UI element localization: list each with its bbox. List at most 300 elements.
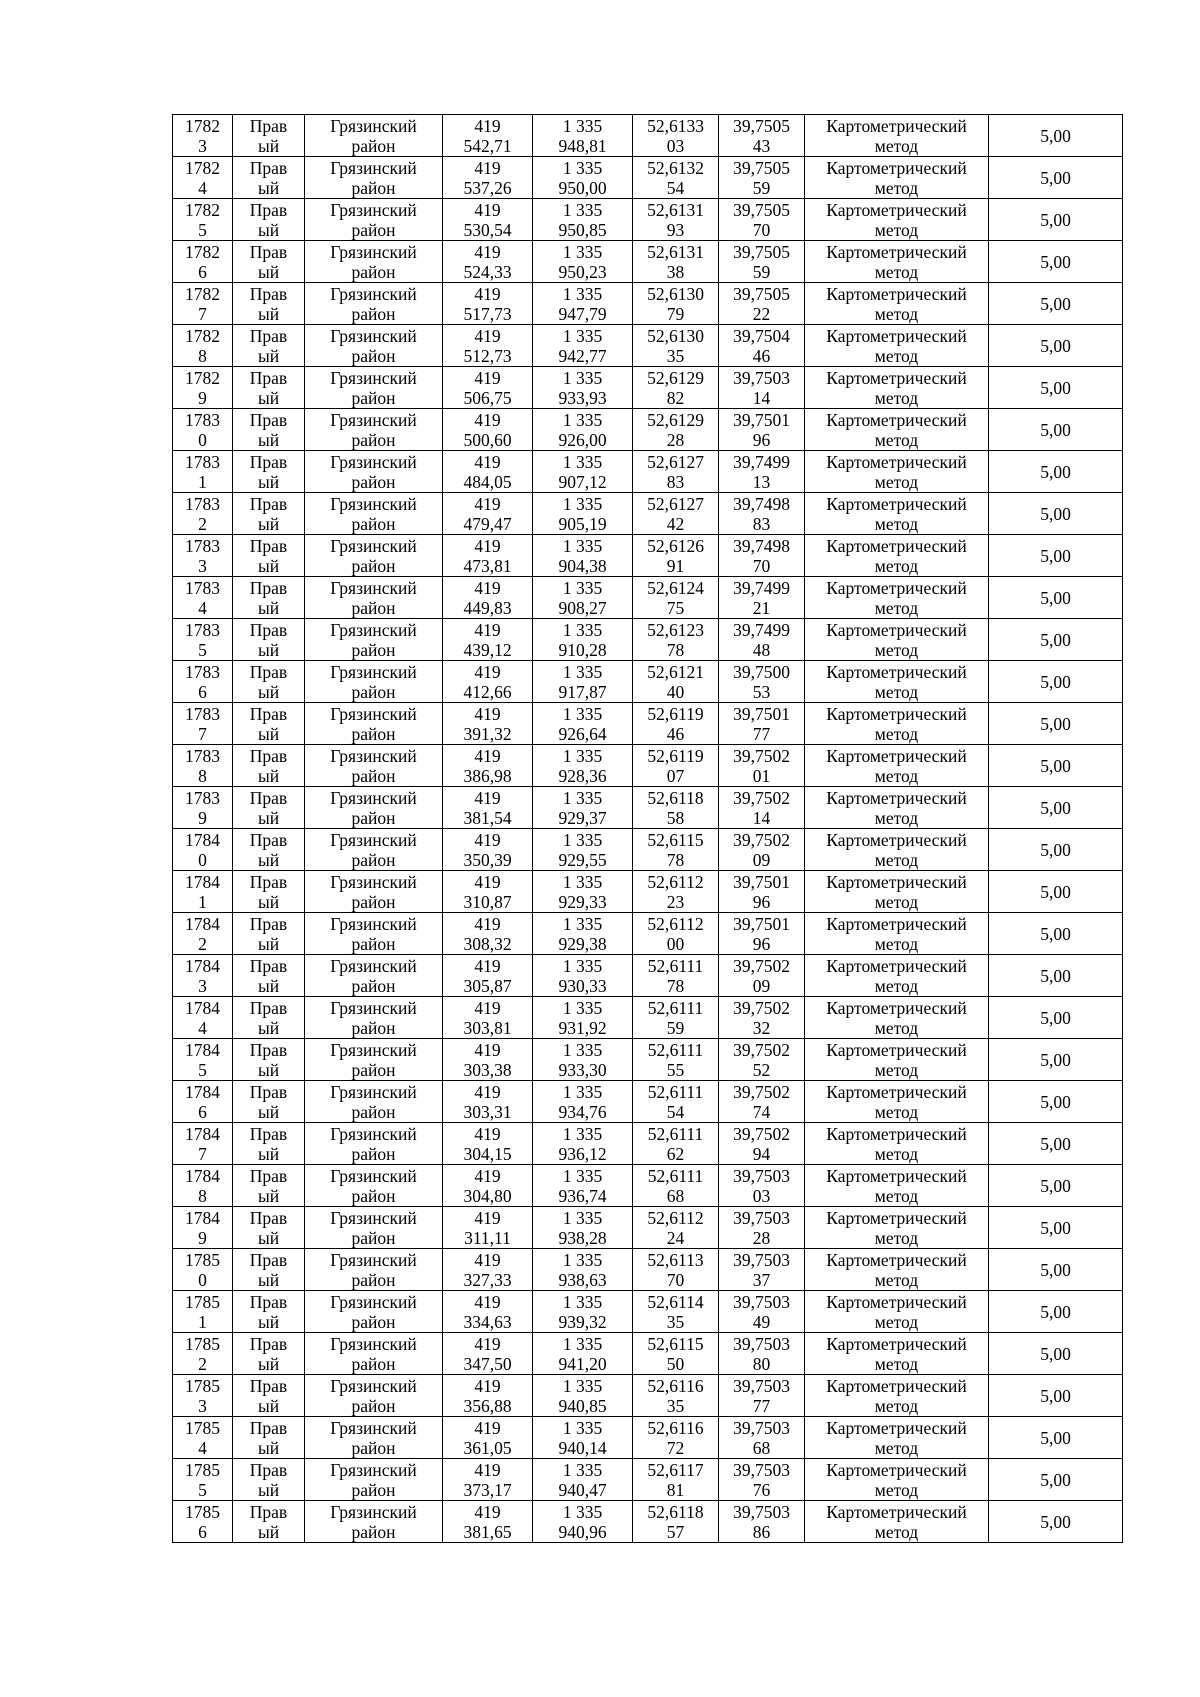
point-number-cell <box>173 241 233 283</box>
point-number-cell-line: 1784 <box>185 1207 220 1228</box>
side-cell-line: Прав <box>249 1081 288 1102</box>
point-number-cell-line: 9 <box>198 807 207 828</box>
y-coordinate-cell <box>533 1291 633 1333</box>
table-row <box>173 535 1123 577</box>
side-cell-line: Прав <box>249 451 288 472</box>
district-cell-line: район <box>351 1227 396 1248</box>
accuracy-cell: 5,00 <box>989 283 1123 325</box>
x-coordinate-cell-line: 419 <box>474 619 501 640</box>
longitude-cell-line: 39,7501 <box>733 703 790 724</box>
x-coordinate-cell <box>443 871 533 913</box>
side-cell-line: Прав <box>249 871 288 892</box>
accuracy-cell: 5,00 <box>989 1375 1123 1417</box>
side-cell-line: Прав <box>249 913 288 934</box>
y-coordinate-cell-line: 1 335 <box>562 1207 603 1228</box>
table-row <box>173 997 1123 1039</box>
district-cell <box>305 871 443 913</box>
longitude-cell <box>719 1039 805 1081</box>
latitude-cell-line: 38 <box>666 261 685 282</box>
latitude-cell <box>633 745 719 787</box>
point-number-cell <box>173 1039 233 1081</box>
side-cell-line: ый <box>257 1059 280 1080</box>
point-number-cell <box>173 1375 233 1417</box>
district-cell-line: район <box>351 1017 396 1038</box>
district-cell-line: район <box>351 1479 396 1500</box>
y-coordinate-cell-line: 1 335 <box>562 1459 603 1480</box>
point-number-cell-line: 1783 <box>185 451 220 472</box>
latitude-cell-line: 82 <box>666 387 685 408</box>
x-coordinate-cell <box>443 199 533 241</box>
y-coordinate-cell-line: 926,00 <box>558 429 607 450</box>
y-coordinate-cell-line: 1 335 <box>562 409 603 430</box>
point-number-cell <box>173 1249 233 1291</box>
x-coordinate-cell <box>443 1039 533 1081</box>
district-cell <box>305 157 443 199</box>
accuracy-cell: 5,00 <box>989 703 1123 745</box>
point-number-cell-line: 1784 <box>185 829 220 850</box>
method-cell <box>805 115 989 157</box>
longitude-cell-line: 68 <box>752 1437 771 1458</box>
latitude-cell <box>633 913 719 955</box>
method-cell-line: метод <box>874 891 919 912</box>
district-cell <box>305 535 443 577</box>
longitude-cell-line: 39,7503 <box>733 1207 790 1228</box>
latitude-cell-line: 52,6124 <box>647 577 704 598</box>
x-coordinate-cell-line: 484,05 <box>463 471 512 492</box>
y-coordinate-cell-line: 1 335 <box>562 1501 603 1522</box>
x-coordinate-cell <box>443 1123 533 1165</box>
longitude-cell <box>719 367 805 409</box>
longitude-cell-line: 22 <box>752 303 771 324</box>
side-cell <box>233 577 305 619</box>
point-number-cell-line: 1 <box>198 471 207 492</box>
y-coordinate-cell <box>533 1207 633 1249</box>
district-cell <box>305 1123 443 1165</box>
side-cell-line: ый <box>257 723 280 744</box>
longitude-cell <box>719 1165 805 1207</box>
point-number-cell-line: 5 <box>198 1059 207 1080</box>
y-coordinate-cell-line: 936,12 <box>558 1143 607 1164</box>
latitude-cell-line: 52,6123 <box>647 619 704 640</box>
y-coordinate-cell-line: 1 335 <box>562 535 603 556</box>
table-row <box>173 367 1123 409</box>
x-coordinate-cell-line: 327,33 <box>463 1269 512 1290</box>
table-row <box>173 1333 1123 1375</box>
point-number-cell-line: 2 <box>198 1353 207 1374</box>
longitude-cell-line: 53 <box>752 681 771 702</box>
longitude-cell <box>719 1249 805 1291</box>
method-cell-line: Картометрический <box>826 1207 967 1228</box>
method-cell <box>805 1207 989 1249</box>
method-cell <box>805 703 989 745</box>
point-number-cell-line: 9 <box>198 387 207 408</box>
longitude-cell <box>719 283 805 325</box>
x-coordinate-cell-line: 479,47 <box>463 513 512 534</box>
x-coordinate-cell-line: 439,12 <box>463 639 512 660</box>
longitude-cell-line: 46 <box>752 345 771 366</box>
longitude-cell-line: 96 <box>752 891 771 912</box>
point-number-cell-line: 0 <box>198 429 207 450</box>
district-cell-line: Грязинский <box>330 1291 417 1312</box>
y-coordinate-cell-line: 1 335 <box>562 451 603 472</box>
latitude-cell <box>633 871 719 913</box>
accuracy-cell: 5,00 <box>989 409 1123 451</box>
y-coordinate-cell-line: 931,92 <box>558 1017 607 1038</box>
point-number-cell-line: 1785 <box>185 1291 220 1312</box>
method-cell-line: Картометрический <box>826 1165 967 1186</box>
longitude-cell-line: 59 <box>752 177 771 198</box>
x-coordinate-cell-line: 310,87 <box>463 891 512 912</box>
method-cell <box>805 451 989 493</box>
y-coordinate-cell-line: 940,85 <box>558 1395 607 1416</box>
longitude-cell <box>719 1291 805 1333</box>
district-cell-line: Грязинский <box>330 829 417 850</box>
x-coordinate-cell-line: 373,17 <box>463 1479 512 1500</box>
side-cell-line: ый <box>257 1227 280 1248</box>
y-coordinate-cell-line: 1 335 <box>562 619 603 640</box>
side-cell <box>233 997 305 1039</box>
latitude-cell-line: 57 <box>666 1521 685 1542</box>
x-coordinate-cell-line: 542,71 <box>463 135 512 156</box>
accuracy-cell: 5,00 <box>989 1417 1123 1459</box>
side-cell <box>233 1333 305 1375</box>
y-coordinate-cell <box>533 661 633 703</box>
x-coordinate-cell-line: 419 <box>474 955 501 976</box>
point-number-cell <box>173 955 233 997</box>
point-number-cell <box>173 745 233 787</box>
y-coordinate-cell-line: 941,20 <box>558 1353 607 1374</box>
point-number-cell-line: 1 <box>198 1311 207 1332</box>
accuracy-cell: 5,00 <box>989 997 1123 1039</box>
district-cell-line: Грязинский <box>330 1081 417 1102</box>
point-number-cell <box>173 115 233 157</box>
accuracy-cell: 5,00 <box>989 1039 1123 1081</box>
side-cell-line: ый <box>257 345 280 366</box>
district-cell <box>305 1501 443 1543</box>
district-cell <box>305 787 443 829</box>
point-number-cell <box>173 1291 233 1333</box>
side-cell-line: ый <box>257 1395 280 1416</box>
latitude-cell-line: 93 <box>666 219 685 240</box>
longitude-cell-line: 39,7503 <box>733 1333 790 1354</box>
district-cell <box>305 1165 443 1207</box>
point-number-cell <box>173 493 233 535</box>
latitude-cell-line: 52,6111 <box>647 1039 704 1060</box>
side-cell-line: ый <box>257 1269 280 1290</box>
longitude-cell-line: 39,7503 <box>733 367 790 388</box>
y-coordinate-cell-line: 1 335 <box>562 871 603 892</box>
y-coordinate-cell-line: 1 335 <box>562 493 603 514</box>
side-cell-line: Прав <box>249 1165 288 1186</box>
latitude-cell <box>633 619 719 661</box>
y-coordinate-cell <box>533 157 633 199</box>
x-coordinate-cell-line: 386,98 <box>463 765 512 786</box>
x-coordinate-cell-line: 419 <box>474 451 501 472</box>
method-cell <box>805 157 989 199</box>
method-cell-line: метод <box>874 1059 919 1080</box>
longitude-cell-line: 80 <box>752 1353 771 1374</box>
x-coordinate-cell-line: 350,39 <box>463 849 512 870</box>
x-coordinate-cell-line: 419 <box>474 1207 501 1228</box>
longitude-cell-line: 39,7500 <box>733 661 790 682</box>
side-cell-line: ый <box>257 597 280 618</box>
x-coordinate-cell <box>443 535 533 577</box>
method-cell-line: Картометрический <box>826 493 967 514</box>
longitude-cell <box>719 619 805 661</box>
x-coordinate-cell <box>443 997 533 1039</box>
table-row <box>173 871 1123 913</box>
x-coordinate-cell-line: 304,80 <box>463 1185 512 1206</box>
latitude-cell <box>633 997 719 1039</box>
method-cell <box>805 535 989 577</box>
x-coordinate-cell <box>443 1081 533 1123</box>
y-coordinate-cell-line: 942,77 <box>558 345 607 366</box>
latitude-cell-line: 52,6127 <box>647 493 704 514</box>
y-coordinate-cell-line: 929,37 <box>558 807 607 828</box>
method-cell-line: метод <box>874 639 919 660</box>
method-cell <box>805 367 989 409</box>
district-cell-line: район <box>351 765 396 786</box>
point-number-cell-line: 1783 <box>185 661 220 682</box>
longitude-cell-line: 70 <box>752 555 771 576</box>
latitude-cell <box>633 199 719 241</box>
y-coordinate-cell <box>533 955 633 997</box>
district-cell-line: район <box>351 639 396 660</box>
latitude-cell <box>633 283 719 325</box>
x-coordinate-cell <box>443 913 533 955</box>
latitude-cell <box>633 829 719 871</box>
y-coordinate-cell-line: 926,64 <box>558 723 607 744</box>
table-row <box>173 409 1123 451</box>
table-row <box>173 913 1123 955</box>
side-cell-line: ый <box>257 1521 280 1542</box>
longitude-cell-line: 37 <box>752 1269 771 1290</box>
district-cell-line: Грязинский <box>330 1123 417 1144</box>
method-cell <box>805 577 989 619</box>
district-cell <box>305 1039 443 1081</box>
y-coordinate-cell-line: 1 335 <box>562 1081 603 1102</box>
x-coordinate-cell-line: 500,60 <box>463 429 512 450</box>
x-coordinate-cell <box>443 409 533 451</box>
method-cell <box>805 745 989 787</box>
accuracy-cell: 5,00 <box>989 493 1123 535</box>
y-coordinate-cell <box>533 829 633 871</box>
x-coordinate-cell-line: 391,32 <box>463 723 512 744</box>
accuracy-cell: 5,00 <box>989 1207 1123 1249</box>
latitude-cell-line: 55 <box>666 1059 685 1080</box>
point-number-cell <box>173 787 233 829</box>
method-cell-line: метод <box>874 681 919 702</box>
point-number-cell-line: 1783 <box>185 703 220 724</box>
method-cell-line: Картометрический <box>826 787 967 808</box>
table-row <box>173 493 1123 535</box>
method-cell <box>805 829 989 871</box>
y-coordinate-cell-line: 905,19 <box>558 513 607 534</box>
district-cell-line: Грязинский <box>330 115 417 136</box>
method-cell <box>805 199 989 241</box>
y-coordinate-cell-line: 929,38 <box>558 933 607 954</box>
point-number-cell-line: 1784 <box>185 955 220 976</box>
side-cell-line: ый <box>257 807 280 828</box>
latitude-cell-line: 59 <box>666 1017 685 1038</box>
side-cell-line: ый <box>257 1437 280 1458</box>
method-cell-line: метод <box>874 849 919 870</box>
latitude-cell-line: 07 <box>666 765 685 786</box>
x-coordinate-cell-line: 308,32 <box>463 933 512 954</box>
y-coordinate-cell <box>533 1081 633 1123</box>
side-cell <box>233 871 305 913</box>
x-coordinate-cell <box>443 451 533 493</box>
side-cell-line: Прав <box>249 199 288 220</box>
method-cell-line: Картометрический <box>826 1375 967 1396</box>
y-coordinate-cell-line: 1 335 <box>562 1039 603 1060</box>
latitude-cell <box>633 325 719 367</box>
latitude-cell <box>633 535 719 577</box>
method-cell-line: метод <box>874 1269 919 1290</box>
district-cell-line: район <box>351 1101 396 1122</box>
point-number-cell-line: 3 <box>198 975 207 996</box>
latitude-cell-line: 50 <box>666 1353 685 1374</box>
latitude-cell-line: 52,6113 <box>647 1249 704 1270</box>
longitude-cell <box>719 1123 805 1165</box>
x-coordinate-cell <box>443 241 533 283</box>
latitude-cell <box>633 1081 719 1123</box>
district-cell-line: район <box>351 1437 396 1458</box>
method-cell-line: Картометрический <box>826 283 967 304</box>
point-number-cell <box>173 619 233 661</box>
longitude-cell-line: 39,7502 <box>733 1123 790 1144</box>
latitude-cell-line: 52,6111 <box>647 1123 704 1144</box>
point-number-cell-line: 5 <box>198 1479 207 1500</box>
side-cell <box>233 1375 305 1417</box>
longitude-cell-line: 14 <box>752 807 771 828</box>
method-cell <box>805 955 989 997</box>
longitude-cell-line: 39,7503 <box>733 1249 790 1270</box>
method-cell-line: Картометрический <box>826 955 967 976</box>
longitude-cell-line: 28 <box>752 1227 771 1248</box>
district-cell <box>305 913 443 955</box>
side-cell <box>233 325 305 367</box>
x-coordinate-cell-line: 512,73 <box>463 345 512 366</box>
point-number-cell-line: 3 <box>198 1395 207 1416</box>
point-number-cell-line: 1783 <box>185 577 220 598</box>
side-cell-line: Прав <box>249 1375 288 1396</box>
longitude-cell <box>719 1417 805 1459</box>
district-cell-line: район <box>351 1311 396 1332</box>
method-cell <box>805 871 989 913</box>
point-number-cell-line: 4 <box>198 597 207 618</box>
accuracy-cell: 5,00 <box>989 955 1123 997</box>
side-cell-line: Прав <box>249 493 288 514</box>
method-cell <box>805 1501 989 1543</box>
latitude-cell-line: 58 <box>666 807 685 828</box>
table-row <box>173 1417 1123 1459</box>
y-coordinate-cell-line: 1 335 <box>562 1417 603 1438</box>
y-coordinate-cell-line: 917,87 <box>558 681 607 702</box>
x-coordinate-cell-line: 419 <box>474 493 501 514</box>
table-row <box>173 955 1123 997</box>
point-number-cell-line: 1785 <box>185 1375 220 1396</box>
method-cell-line: Картометрический <box>826 1291 967 1312</box>
side-cell-line: ый <box>257 177 280 198</box>
district-cell <box>305 1459 443 1501</box>
method-cell-line: Картометрический <box>826 115 967 136</box>
y-coordinate-cell <box>533 1039 633 1081</box>
method-cell-line: метод <box>874 1479 919 1500</box>
method-cell-line: метод <box>874 1101 919 1122</box>
district-cell-line: Грязинский <box>330 955 417 976</box>
x-coordinate-cell-line: 419 <box>474 241 501 262</box>
x-coordinate-cell <box>443 1333 533 1375</box>
x-coordinate-cell-line: 303,38 <box>463 1059 512 1080</box>
longitude-cell <box>719 955 805 997</box>
side-cell <box>233 1501 305 1543</box>
x-coordinate-cell-line: 419 <box>474 1081 501 1102</box>
point-number-cell-line: 1783 <box>185 493 220 514</box>
side-cell-line: Прав <box>249 115 288 136</box>
y-coordinate-cell <box>533 871 633 913</box>
point-number-cell <box>173 1081 233 1123</box>
y-coordinate-cell-line: 950,00 <box>558 177 607 198</box>
side-cell <box>233 1291 305 1333</box>
district-cell-line: район <box>351 1143 396 1164</box>
side-cell-line: Прав <box>249 787 288 808</box>
district-cell-line: район <box>351 429 396 450</box>
district-cell-line: район <box>351 303 396 324</box>
side-cell-line: ый <box>257 933 280 954</box>
accuracy-cell: 5,00 <box>989 661 1123 703</box>
accuracy-cell: 5,00 <box>989 367 1123 409</box>
x-coordinate-cell-line: 419 <box>474 745 501 766</box>
y-coordinate-cell-line: 938,28 <box>558 1227 607 1248</box>
longitude-cell-line: 39,7505 <box>733 199 790 220</box>
y-coordinate-cell-line: 904,38 <box>558 555 607 576</box>
longitude-cell-line: 39,7505 <box>733 241 790 262</box>
side-cell-line: ый <box>257 387 280 408</box>
district-cell-line: район <box>351 681 396 702</box>
side-cell-line: Прав <box>249 1039 288 1060</box>
point-number-cell <box>173 1123 233 1165</box>
y-coordinate-cell <box>533 1501 633 1543</box>
y-coordinate-cell-line: 1 335 <box>562 1123 603 1144</box>
side-cell-line: Прав <box>249 829 288 850</box>
y-coordinate-cell <box>533 1249 633 1291</box>
method-cell <box>805 1039 989 1081</box>
side-cell-line: Прав <box>249 661 288 682</box>
latitude-cell-line: 52,6111 <box>647 997 704 1018</box>
district-cell <box>305 829 443 871</box>
y-coordinate-cell <box>533 115 633 157</box>
side-cell-line: ый <box>257 135 280 156</box>
y-coordinate-cell <box>533 745 633 787</box>
y-coordinate-cell-line: 938,63 <box>558 1269 607 1290</box>
method-cell-line: метод <box>874 807 919 828</box>
y-coordinate-cell-line: 1 335 <box>562 1249 603 1270</box>
method-cell-line: Картометрический <box>826 829 967 850</box>
longitude-cell-line: 96 <box>752 429 771 450</box>
method-cell-line: метод <box>874 1521 919 1542</box>
side-cell <box>233 409 305 451</box>
method-cell <box>805 619 989 661</box>
method-cell-line: Картометрический <box>826 1459 967 1480</box>
point-number-cell-line: 1784 <box>185 1039 220 1060</box>
method-cell <box>805 1165 989 1207</box>
x-coordinate-cell <box>443 1501 533 1543</box>
accuracy-cell: 5,00 <box>989 241 1123 283</box>
point-number-cell-line: 6 <box>198 1521 207 1542</box>
district-cell <box>305 1333 443 1375</box>
x-coordinate-cell <box>443 577 533 619</box>
